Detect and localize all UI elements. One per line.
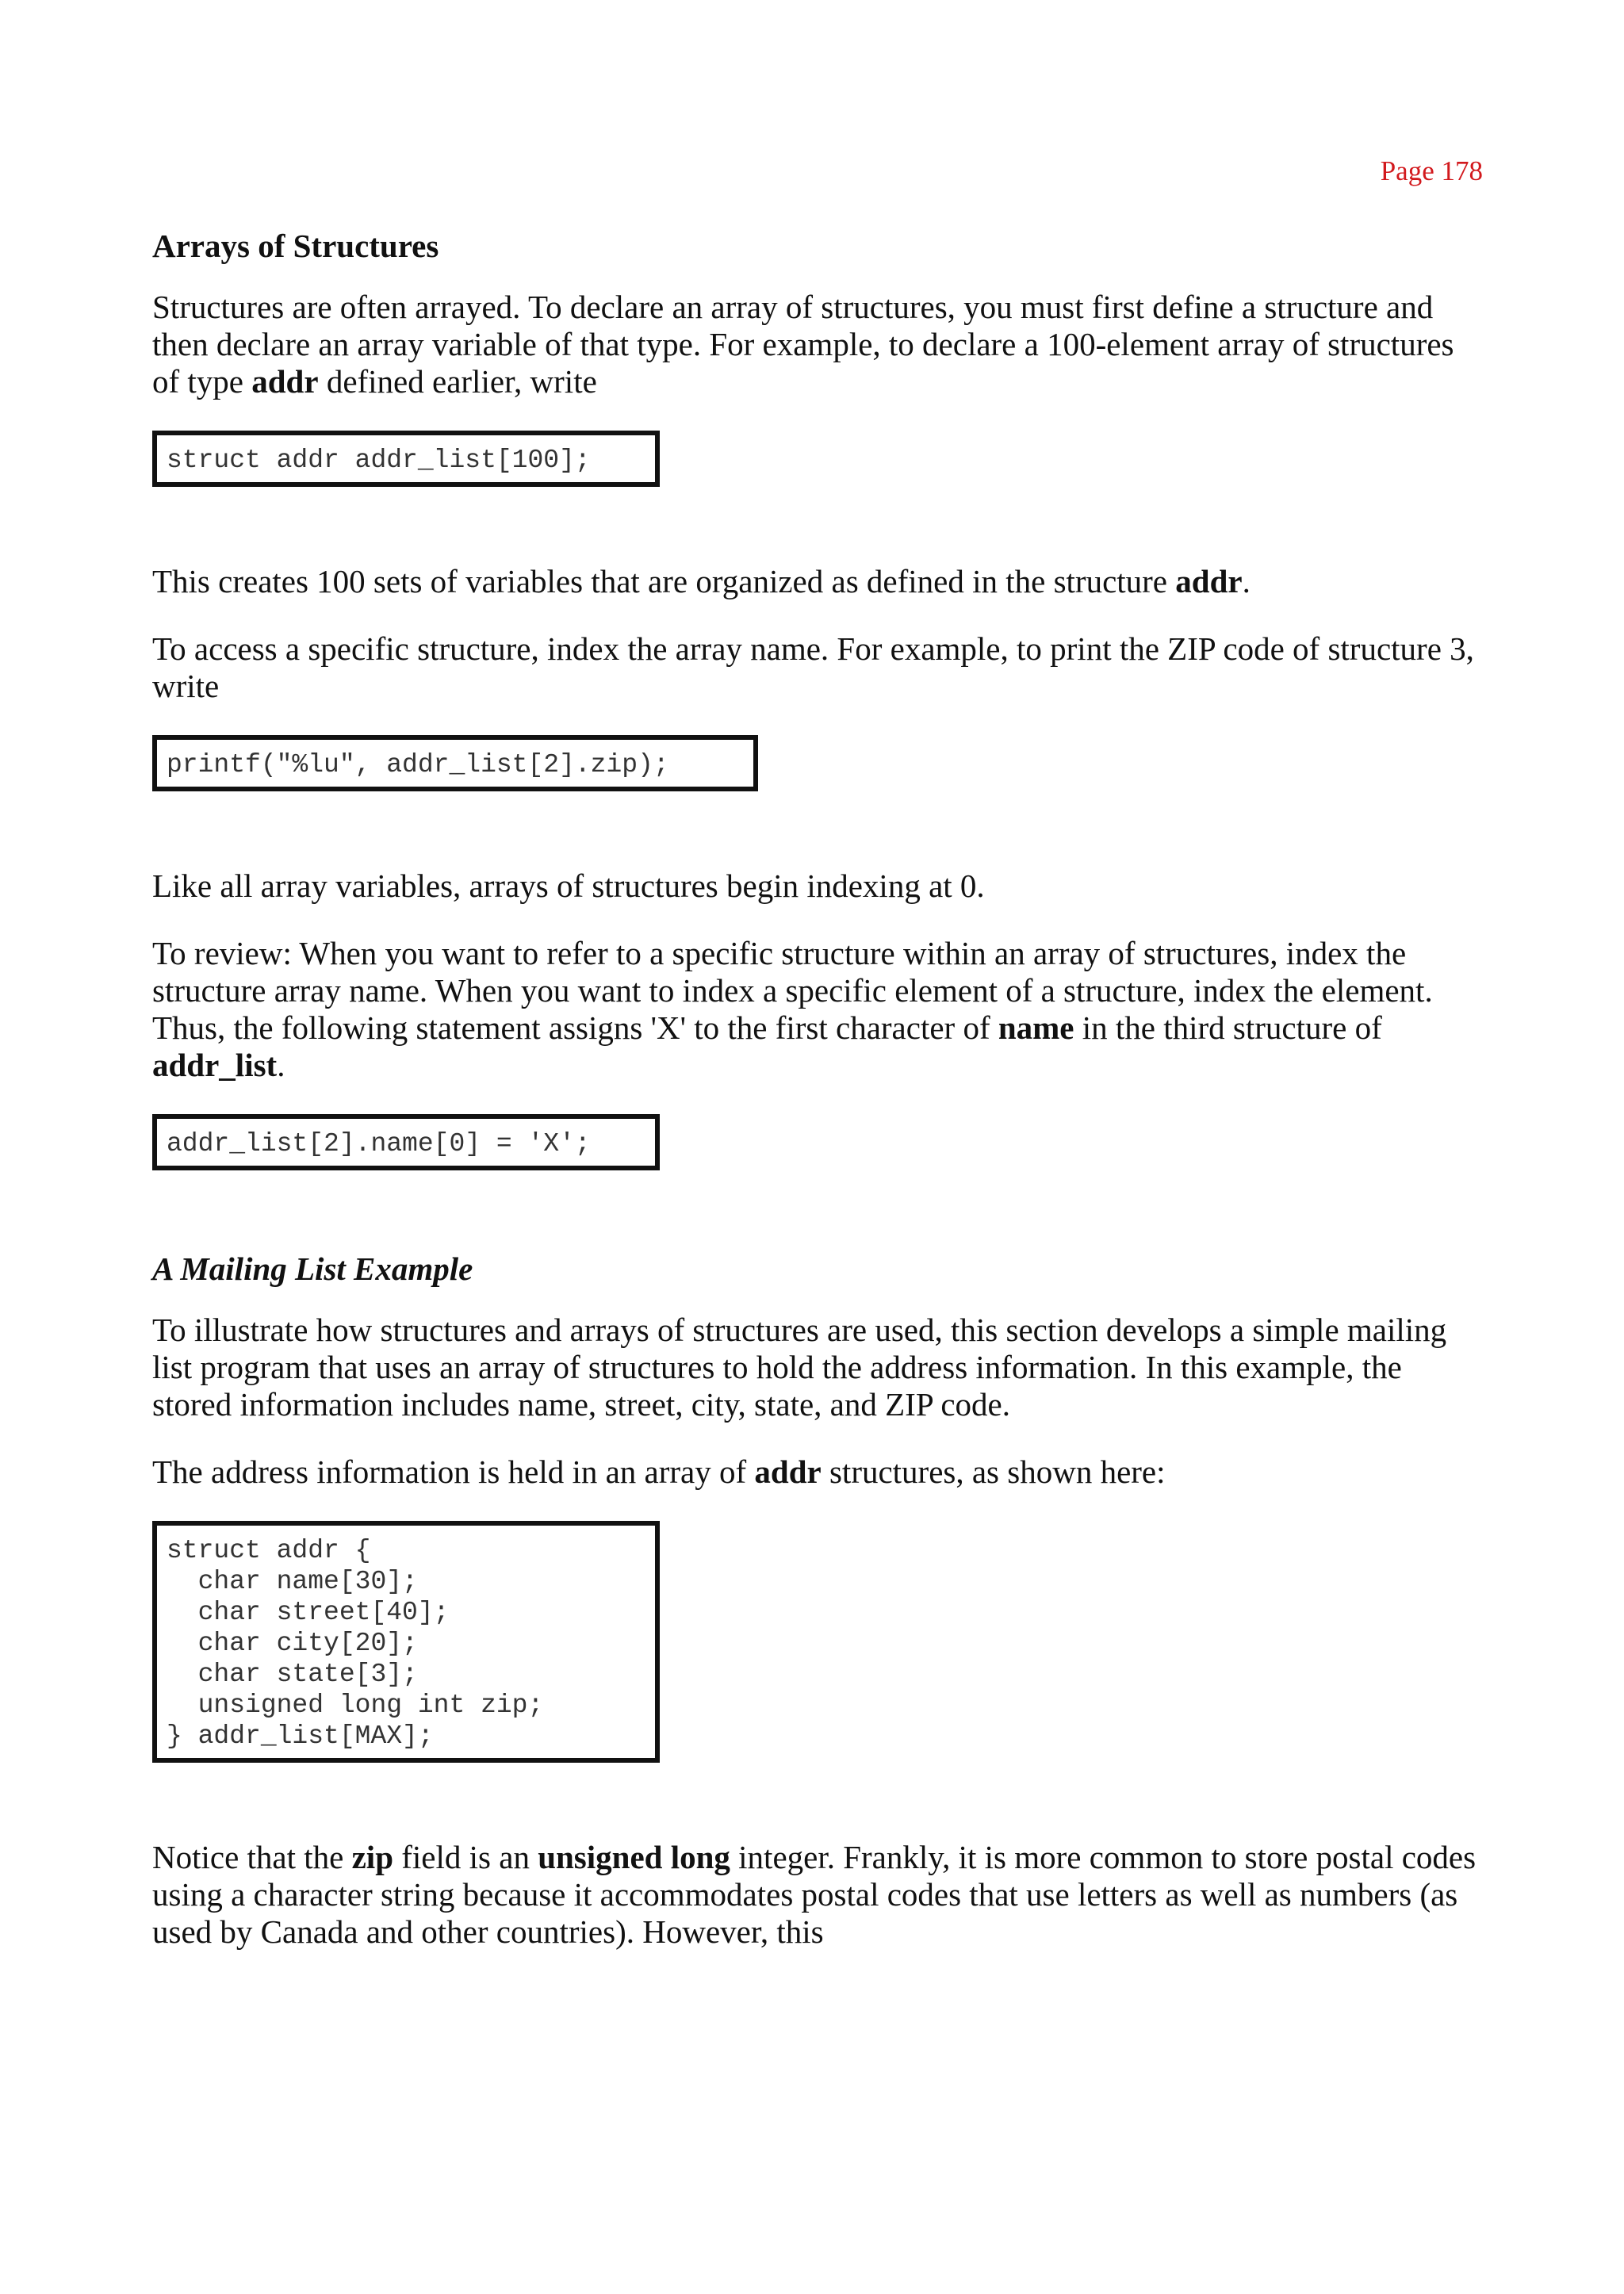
paragraph-access-structure: To access a specific structure, index the array name. For example, to print the ZIP code of structure 3, write: [152, 630, 1474, 704]
inline-keyword: addr_list: [152, 1047, 278, 1083]
paragraph-sets-of-variables: This creates 100 sets of variables that are organized as defined in the structure addr.: [152, 563, 1251, 599]
paragraph-review: To review: When you want to refer to a specific structure within an array of structures, index the structure array name. When you want to index a specific element of a structure, index the element. Thus, the following statement assigns 'X' to the first character of name in the third structure of addr_list.: [152, 935, 1433, 1083]
paragraph-address-info: The address information is held in an array of addr structures, as shown here:: [152, 1453, 1166, 1490]
inline-keyword: addr: [754, 1453, 822, 1490]
page-number: Page 178: [1380, 155, 1483, 186]
section-heading-mailing-list-example: A Mailing List Example: [152, 1250, 473, 1287]
paragraph-mailing-list-intro: To illustrate how structures and arrays of structures are used, this section develops a simple mailing list program that uses an array of structures to hold the address information. In this example, the stored information includes name, street, city, state, and ZIP code.: [152, 1312, 1447, 1423]
paragraph-intro: Structures are often arrayed. To declare an array of structures, you must first define a structure and then declare an array variable of that type. For example, to declare a 100-element array of structures of type addr defined earlier, write: [152, 289, 1454, 400]
code-block-printf: printf("%lu", addr_list[2].zip);: [152, 735, 758, 791]
inline-keyword: zip: [351, 1839, 394, 1875]
inline-keyword: name: [998, 1009, 1074, 1046]
paragraph-indexing: Like all array variables, arrays of structures begin indexing at 0.: [152, 867, 985, 904]
code-block-struct-definition: struct addr { char name[30]; char street[40]; char city[20]; char state[3]; unsigned long int zip; } addr_list[MAX];: [152, 1521, 660, 1763]
page-content: [152, 224, 1484, 1981]
section-heading-arrays-of-structures: Arrays of Structures: [152, 228, 439, 264]
inline-keyword: addr: [251, 363, 319, 400]
paragraph-zip-field: Notice that the zip field is an unsigned long integer. Frankly, it is more common to store postal codes using a character string because it accommodates postal codes that use letters as well as numbers (as used by Canada and other countries). However, this: [152, 1839, 1477, 1950]
inline-keyword: addr: [1175, 563, 1243, 599]
code-block-assign-name: addr_list[2].name[0] = 'X';: [152, 1114, 660, 1170]
inline-keyword: unsigned long: [538, 1839, 730, 1875]
code-block-array-declaration: struct addr addr_list[100];: [152, 431, 660, 487]
